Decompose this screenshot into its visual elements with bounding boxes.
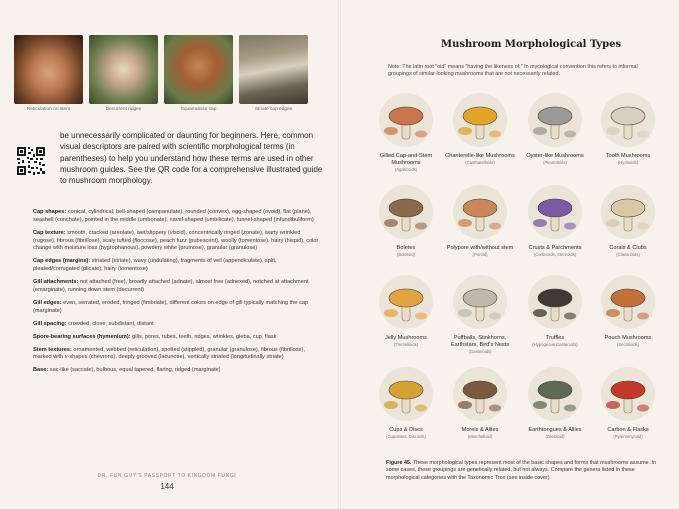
morph-type-tile (368, 271, 444, 347)
decurrent-ridges-photo (89, 35, 158, 104)
cup-fungus-icon (376, 363, 436, 423)
coral-icon (598, 181, 658, 241)
morph-type-label: Boletes (396, 245, 416, 251)
photo-reticulation (14, 35, 83, 112)
reticulation-photo (14, 35, 83, 104)
page-title: Mushroom Morphological Types (441, 39, 622, 50)
morph-type-tile (442, 363, 518, 439)
puffball-icon (450, 271, 510, 331)
morph-type-label: Cups & Discs (389, 427, 423, 433)
morph-type-tile (442, 271, 518, 354)
morph-type-tile (590, 181, 666, 257)
crust-icon (525, 181, 585, 241)
morph-type-scientific: (Cupulates, Discoids) (386, 434, 426, 439)
term-cap-texture: Cap texture: smooth, cracked (areolate), wet/slippery (viscid), concentrically ringed (zonate), warty wrinkled (rugose), fibrous (fibrillose), scaly tufted (floccose), peach fuzz (pubescent), woolly (tomentose), hairy (hispid), color change with moisture loss (hygrophanous), powdery white (pruinose), granular (granulose) (33, 229, 319, 252)
term-gill-edges: Gill edges: even, serrated, eroded, fringed (fimbriate), different colors on edge of gill typically matching the cap (marginate) (33, 299, 309, 314)
morph-type-tile (368, 181, 444, 257)
intro-paragraph: be unnecessarily complicated or daunting for beginners. Here, common visual descriptors are paired with scientific morphological terms (in parentheses) to help you understand how these terms are used in other mushroom guides. See the QR code for a comprehensive illustrated guide to mushroom morphology. (60, 131, 323, 186)
morph-type-tile (517, 271, 593, 347)
morph-type-label: Corals & Clubs (609, 245, 647, 251)
book-gutter (338, 0, 341, 509)
term-spore-surfaces: Spore-bearing surfaces (hymenium): gills, pores, tubes, teeth, ridges, wrinkles, gleba, cup, flask (33, 333, 277, 340)
morph-type-scientific: (Tremelloids) (393, 342, 419, 347)
striate-cap-photo (239, 35, 308, 104)
pouch-mushroom-icon (598, 271, 658, 331)
morph-type-label: Chanterelle-like Mushrooms (445, 153, 515, 159)
morph-type-tile (517, 181, 593, 257)
morph-type-scientific: (Hypogeous Gasteroids) (532, 342, 578, 347)
morph-type-scientific: (Cantharelloids) (465, 160, 495, 165)
polypore-icon (450, 181, 510, 241)
oyster-mushroom-icon (525, 89, 585, 149)
morphology-photo-strip (14, 35, 308, 112)
morph-type-scientific: (Hydnoids) (617, 160, 639, 165)
morph-type-scientific: (Glossoid) (545, 434, 565, 439)
term-gill-attachments: Gill attachments: not attached (free), broadly attached (adnate), almost free (adnexed), notched at attachment (emarginate), running down stem (decurrent) (33, 279, 309, 293)
morph-type-tile (442, 89, 518, 165)
morph-type-label: Earthtongues & Allies (528, 427, 582, 433)
photo-striate (239, 35, 308, 112)
morph-type-scientific: (Poroid) (472, 252, 488, 257)
term-gill-spacing: Gill spacing: crowded, close, subdistant, distant (33, 320, 154, 327)
term-cap-shapes: Cap shapes: conical, cylindrical, bell-shaped (campanulate), rounded (convex), egg-shaped (ovoid), flat (plane), seashell (conchate), pointed in the middle (umbonate), navel-shaped (umbilicate), funnel-shaped (infundibuliform) (33, 209, 314, 223)
morph-type-tile (590, 271, 666, 347)
morph-type-tile (368, 89, 444, 172)
term-cap-edges: Cap edges (margins): striated (striate), wavy (undulating), fragments of veil (appendiculate), split, pleated/corrugated (plicate), hairy (tomentose) (33, 258, 277, 273)
tooth-mushroom-icon (598, 89, 658, 149)
photo-decurrent (89, 35, 158, 112)
morel-icon (450, 363, 510, 423)
squamulose-cap-photo (164, 35, 233, 104)
morph-type-scientific: (Morchelloid) (467, 434, 493, 439)
morph-type-label: Polypore with/without stem (446, 245, 514, 251)
qr-code[interactable] (16, 146, 46, 176)
morph-type-label: Crusts & Parchments (528, 245, 582, 251)
morph-type-scientific: (Boletoid) (397, 252, 415, 257)
gilled-mushroom-icon (376, 89, 436, 149)
morph-type-label: Pouch Mushrooms (604, 335, 652, 341)
morph-type-scientific: (Secotioids) (616, 342, 640, 347)
morph-type-tile (517, 363, 593, 439)
photo-caption: Striate cap edges (254, 107, 293, 112)
morph-type-label: Gilled Cap-and-Stem Mushrooms (379, 153, 433, 166)
photo-caption: Reticulation on stem (26, 107, 71, 112)
figure-caption: Figure 45. These morphological types represent most of the basic shapes and forms that mushrooms assume. In some cases, these groupings are genetically related, but not always. Compare the genera listed in these morphological categories with the Taxonomic Tree (see inside cover). (386, 460, 657, 481)
carbon-flask-icon (598, 363, 658, 423)
term-stem-textures: Stem textures: ornamented, webbed (reticulation), spotted (stippled), granular (granulose), fibrous (fibrillose), marked with v-shapes (chevrons), deeply grooved (lacunose), vertically striated (longitudinally striate) (33, 346, 306, 361)
morph-type-scientific: (Pleurotoids) (543, 160, 567, 165)
photo-caption: Squamulose cap (180, 107, 217, 112)
chanterelle-icon (450, 89, 510, 149)
morph-type-tile (517, 89, 593, 165)
morph-type-label: Puffballs, Stinkhorns, Earthstars, Bird's Nests (450, 335, 510, 348)
morph-type-scientific: (Corticioids, Stereoids) (533, 252, 577, 257)
morph-type-label: Carbon & Flasks (607, 427, 649, 433)
morph-type-tile (590, 363, 666, 439)
morph-type-scientific: (Clavarioids) (616, 252, 640, 257)
morph-type-tile (368, 363, 444, 439)
morph-type-label: Jelly Mushrooms (385, 335, 427, 341)
latin-root-note: Note: The latin root "oid" means "having the likeness of." In mycological convention this refers to informal groupings of similar-looking mushrooms that are not necessarily related. (388, 64, 638, 78)
morph-type-scientific: (Agaricoids) (394, 167, 418, 172)
jelly-mushroom-icon (376, 271, 436, 331)
page-number: 144 (160, 482, 174, 491)
photo-squamulose (164, 35, 233, 112)
bolete-icon (376, 181, 436, 241)
running-head: DR. FUN GUY'S PASSPORT TO KINGDOM FUNGI (97, 473, 237, 479)
morph-type-label: Oyster-like Mushrooms (526, 153, 584, 159)
term-base: Base: sac-like (saccate), bulbous, equal tapered, flaring, ridged (marginate) (33, 367, 221, 374)
truffle-icon (525, 271, 585, 331)
photo-caption: Decurrent ridges (105, 107, 142, 112)
morph-type-label: Tooth Mushrooms (605, 153, 651, 159)
earthtongue-icon (525, 363, 585, 423)
morph-type-scientific: (Gasteroids) (468, 349, 492, 354)
morph-type-label: Morels & Allies (461, 427, 499, 433)
morph-type-tile (442, 181, 518, 257)
morph-type-label: Truffles (545, 335, 565, 341)
morph-type-tile (590, 89, 666, 165)
morph-type-scientific: (Pyrenomycoid) (613, 434, 643, 439)
morphology-terms-list (33, 209, 323, 380)
